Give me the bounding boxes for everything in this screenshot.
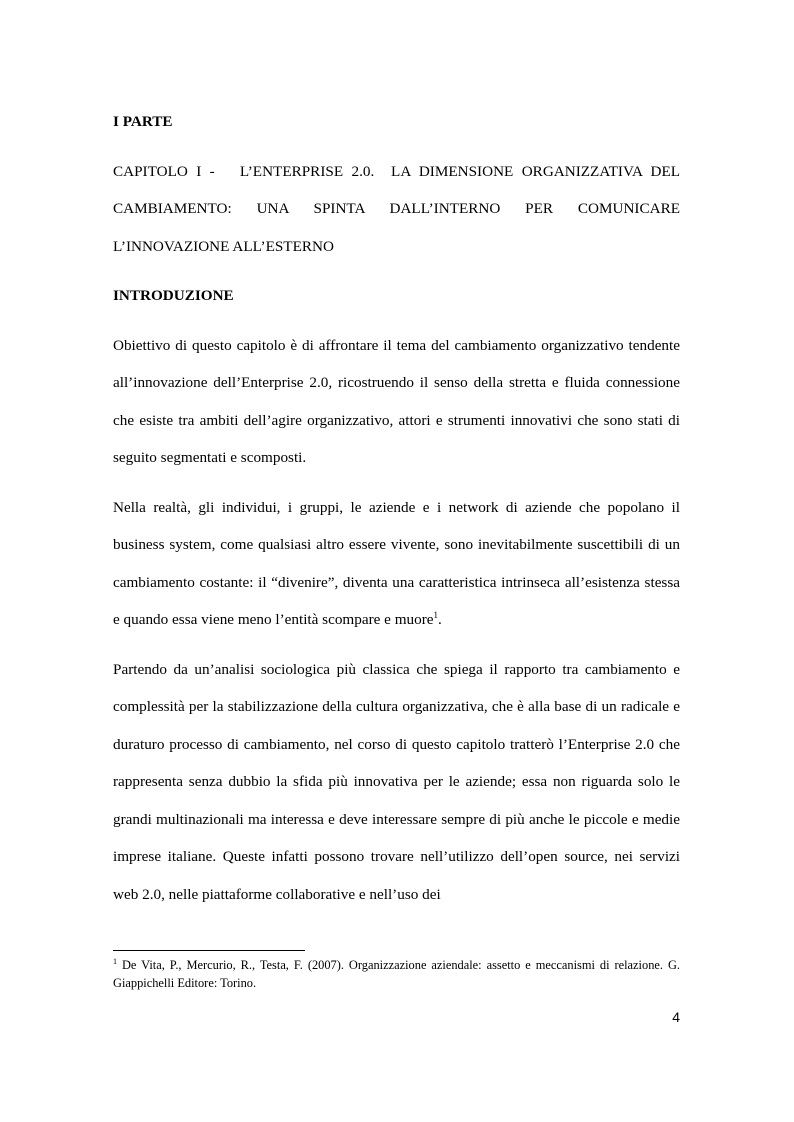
page-body	[113, 103, 684, 913]
footnote-text: De Vita, P., Mercurio, R., Testa, F. (2007). Organizzazione aziendale: assetto e meccanismi di relazione. G. Giappichelli Editore: Torino.	[113, 958, 680, 990]
paragraph-2-text: Nella realtà, gli individui, i gruppi, le aziende e i network di aziende che popolano il business system, come qualsiasi altro essere vivente, sono inevitabilmente suscettibili di un cambiamento costante: il “divenire”, diventa una caratteristica intrinseca all’esistenza stessa e quando essa viene meno l’entità scompare e muore	[113, 498, 680, 628]
paragraph-3: Partendo da un’analisi sociologica più classica che spiega il rapporto tra cambiamento e complessità per la stabilizzazione della cultura organizzativa, che è alla base di un radicale e duraturo processo di cambiamento, nel corso di questo capitolo tratterò l’Enterprise 2.0 che rappresenta senza dubbio la sfida più innovativa per le aziende; essa non riguarda solo le grandi multinazionali ma interessa e deve interessare sempre di più anche le piccole e medie imprese italiane. Queste infatti possono trovare nell’utilizzo dell’open source, nei servizi web 2.0, nelle piattaforme collaborative e nell’uso dei	[113, 660, 680, 903]
footnote	[113, 956, 680, 992]
footnote-reference[interactable]: 1	[433, 610, 439, 620]
part-heading: I PARTE	[113, 113, 173, 130]
footnote-divider	[113, 950, 305, 951]
page-number: 4	[672, 1009, 680, 1025]
chapter-heading: CAPITOLO I - L’ENTERPRISE 2.0. LA DIMENSIONE ORGANIZZATIVA DEL CAMBIAMENTO: UNA SPINTA DALL’INTERNO PER COMUNICARE L’INNOVAZIONE ALL’ESTERNO	[113, 162, 684, 255]
paragraph-1: Obiettivo di questo capitolo è di affrontare il tema del cambiamento organizzativo tendente all’innovazione dell’Enterprise 2.0, ricostruendo il senso della stretta e fluida connessione che esiste tra ambiti dell’agire organizzativo, attori e strumenti innovativi che sono stati di seguito segmentati e scomposti.	[113, 336, 680, 466]
paragraph-2-end: .	[438, 611, 442, 628]
section-heading: INTRODUZIONE	[113, 287, 234, 304]
footnote-number: 1	[113, 957, 117, 966]
paragraph-2	[113, 489, 680, 639]
